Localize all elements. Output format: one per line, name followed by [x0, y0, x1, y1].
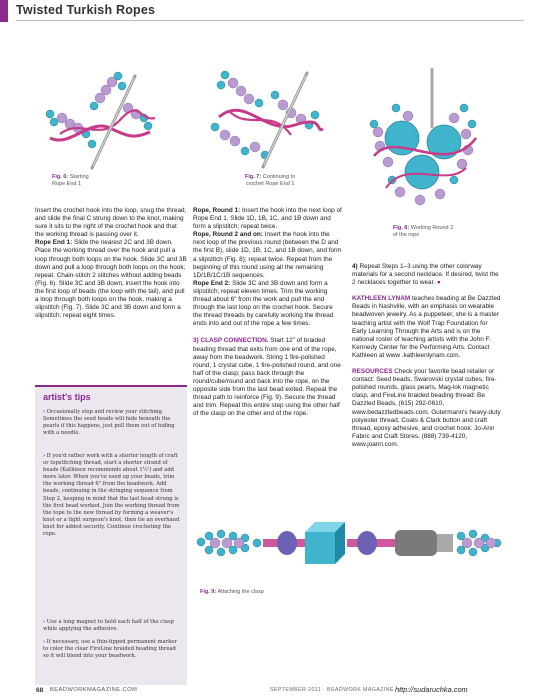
artists-tips-title: artist's tips	[43, 392, 91, 402]
page-footer	[0, 683, 534, 700]
chevron-right-icon: ›	[43, 619, 46, 625]
rope-round-2-step: Rope, Round 2 and on: Insert the hook into the next loop of the previous round (between the D and the first B), slide 1D, 1B, 1C, and 1B down, and form a slipstitch (Fig. 8); repeat twice. Repeat from the beginning of this round using all the remaining 1D/1B/1C/1B sequences.	[193, 231, 342, 279]
watermark: http://sudaruchka.com	[395, 685, 468, 694]
resources-heading: RESOURCES	[352, 368, 393, 376]
chevron-right-icon: ›	[43, 639, 46, 645]
resources: RESOURCES Check your favorite bead retailer or contact: Seed beads, Swarovski crystal cubes, fire-polished rounds, glass pearls, Mag-lok magnetic clasp, and FireLine braided beading thread: Be Dazzled Beads, (615) 292-0610, www.bedazzledbeads.com. Gutermann's heavy-duty polyester thread, Coats & Clark button and craft thread, epoxy adhesive, and crochet hook: Jo-Ann Fabric and Craft Stores, (888) 739-4120, www.joann.com.	[352, 368, 501, 448]
footer-site: BEADWORKMAGAZINE.COM	[50, 687, 138, 693]
clasp-connection-heading: 3) CLASP CONNECTION.	[193, 337, 269, 345]
rope-end-1-label: Rope End 1:	[35, 239, 73, 247]
column-3-text	[352, 263, 502, 449]
header-accent-bar	[0, 0, 8, 22]
author-name: KATHLEEN LYNAM	[352, 295, 411, 303]
figure-9-caption: Fig. 9: Attaching the clasp	[200, 589, 264, 595]
tip-item: › If you'd rather work with a shorter length of craft or topstitching thread, start a shorter strand of beads (Kathleen recommends about 1½') and add more later. When you've used up your beads, trim the working thread 6" from the beadwork. Add beads, continuing in the stringing sequence from Step 2, keeping in mind that the last bead strung is the first bead worked. Join the working thread from the tope to the new thread by forming a weaver's knot or a tight surgeon's knot, then tie an overhand knot for added security. Continue crocheting the rope.	[43, 453, 180, 538]
page-number: 68	[36, 687, 44, 694]
rope-end-2-step: Rope End 2: Slide 3C and 3B down and form a slipstitch; repeat eleven times. Trim the working thread about 6" from the work and pull the end through the last loop on the crochet hook. Secure the thread threads by carefully working the thread ends into and out of the rope a few times.	[193, 279, 334, 328]
intro-paragraph: Insert the crochet hook into the loop, snug the thread, and slide the final C strung down to the knot, making sure it sits to the right of the crochet hook and that the working thread is passing over it.	[35, 207, 187, 239]
rope-round-1-step: Rope, Round 1: Insert the hook into the next loop of Rope End 1. Slide 1D, 1B, 1C, and 1B down and form a slipstitch; repeat twice.	[193, 207, 342, 231]
figure-8-caption: Fig. 8: Working Round 2 of the rope	[393, 225, 454, 238]
figure-7-illustration	[205, 55, 330, 175]
chevron-right-icon: ›	[43, 409, 46, 415]
figure-9-illustration	[195, 508, 505, 588]
rope-end-1-step	[35, 239, 187, 320]
artists-tips-box	[35, 385, 187, 685]
rope-end-1-text: Slide the nearest 2C and 3B down. Place the working thread over the hook and pull a loop through both loops on the hook. Slide 3C and 3B down and pull a loop through both loops on the hook; repeat. Chain-stitch 2 stitches without adding beads (Fig. 6). Slide 3C and 3B down, insert the hook into the first loop of beads (the loop with the tail), and pull a loop through both loops on the hook, making a slipstitch (Fig. 7). Slide 3C and 3B down and form a slipstitch; repeat eight times.	[35, 239, 187, 320]
figure-8-illustration	[366, 68, 484, 218]
page-title: Twisted Turkish Ropes	[16, 3, 156, 17]
end-mark-icon: ●	[436, 279, 441, 287]
figure-6-illustration	[40, 58, 165, 173]
page-header	[0, 0, 534, 22]
author-bio: KATHLEEN LYNAM teaches beading at Be Dazzled Beads in Nashville, with an emphasis on wearable beadwoven jewelry. As a puppeteer, she is a master teaching artist with the Wolf Trap Foundation for Early Learning Through the Arts and is on the national roster of teaching artists with the John F. Kennedy Center for the Performing Arts. Contact Kathleen at www .kathleenlynam.com.	[352, 295, 501, 359]
footer-issue: SEPTEMBER 2011 · BEADWORK MAGAZINE	[270, 687, 394, 693]
tip-item: › Use a long magnet to hold each half of the clasp while applying the adhesive.	[43, 619, 174, 633]
clasp-connection-step: 3) CLASP CONNECTION. Start 12" of braided beading thread that exits from one end of the rope, away from the beadwork. String 1 fire-polished round, 1 crystal cube, 1 fire-polished round, and one half of the clasp; pass back through the round/cube/round and back into the rope, on the opposite side from the last bead exited. Repeat the thread path to reinforce (Fig. 9). Secure the thread and trim. Repeat this entire step using the other half of the clasp on the other end of the rope.	[193, 337, 341, 418]
figure-6-caption: Fig. 6: Starting Rope End 1	[52, 174, 89, 187]
chevron-right-icon: ›	[43, 453, 46, 459]
figure-7-caption: Fig. 7: Continuing to crochet Rope End 1	[245, 174, 296, 187]
tip-item: › Occasionally stop and review your stitching. Sometimes the seed beads will hide beneath the pearls if this happens, just pull them out of hiding with a needle.	[43, 409, 175, 437]
header-rule	[16, 20, 524, 21]
tip-item: › If necessary, use a thin-tipped permanent marker to color the clear FireLine braided beading thread so it will blend into your beadwork.	[43, 639, 177, 660]
step-4: 4) Repeat Steps 1–3 using the other colorway materials for a second necklace. If desired, twist the 2 necklaces together to wear. ●	[352, 263, 499, 287]
column-2-text	[193, 207, 343, 418]
column-1-text	[35, 207, 187, 320]
